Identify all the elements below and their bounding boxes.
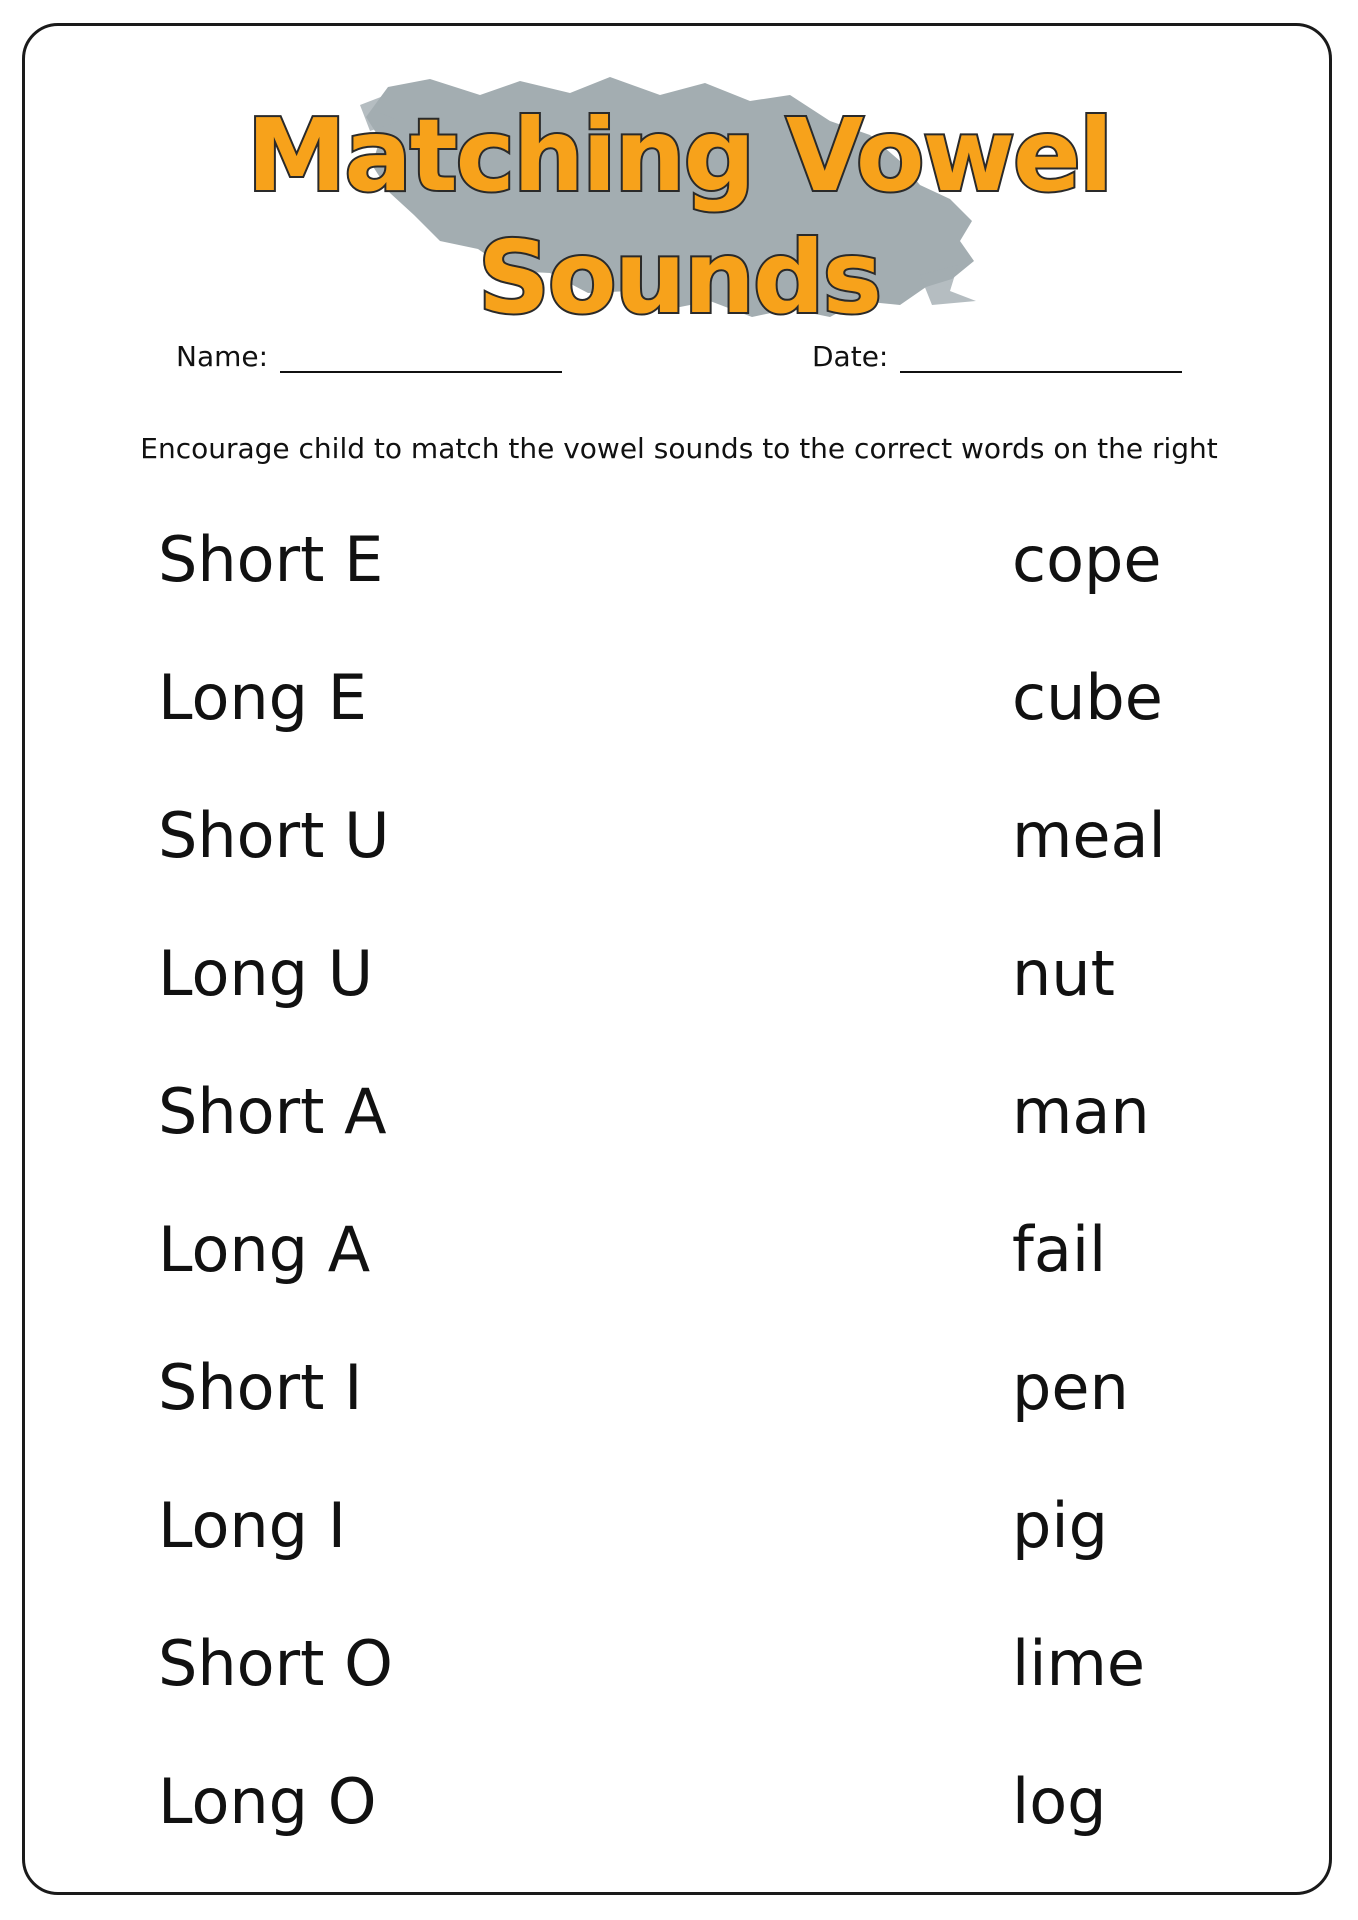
word-label: pen bbox=[1012, 1351, 1129, 1424]
vowel-sound-label: Long A bbox=[158, 1213, 371, 1286]
match-row bbox=[0, 1752, 1358, 1852]
date-label: Date: bbox=[812, 340, 889, 373]
title-line-1: Matching Vowel bbox=[246, 97, 1112, 214]
vowel-sound-label: Short A bbox=[158, 1075, 387, 1148]
word-label: nut bbox=[1012, 937, 1115, 1010]
match-row bbox=[0, 1200, 1358, 1300]
vowel-sound-label: Short E bbox=[158, 523, 384, 596]
match-row bbox=[0, 1338, 1358, 1438]
match-row bbox=[0, 648, 1358, 748]
vowel-sound-label: Long O bbox=[158, 1765, 377, 1838]
title-line-2: Sounds bbox=[477, 219, 881, 336]
match-row bbox=[0, 1476, 1358, 1576]
title-block bbox=[0, 40, 1358, 340]
vowel-sound-label: Short I bbox=[158, 1351, 363, 1424]
date-field bbox=[812, 340, 1182, 373]
vowel-sound-label: Long E bbox=[158, 661, 367, 734]
word-label: cope bbox=[1012, 523, 1162, 596]
word-label: lime bbox=[1012, 1627, 1145, 1700]
name-field bbox=[176, 340, 562, 373]
match-row bbox=[0, 1062, 1358, 1162]
vowel-sound-label: Long I bbox=[158, 1489, 347, 1562]
word-label: log bbox=[1012, 1765, 1107, 1838]
instruction-text: Encourage child to match the vowel sounds to the correct words on the right bbox=[140, 432, 1218, 465]
vowel-sound-label: Long U bbox=[158, 937, 374, 1010]
vowel-sound-label: Short U bbox=[158, 799, 390, 872]
match-row bbox=[0, 1614, 1358, 1714]
name-label: Name: bbox=[176, 340, 269, 373]
match-row bbox=[0, 786, 1358, 886]
name-blank-line[interactable] bbox=[280, 341, 562, 373]
date-blank-line[interactable] bbox=[900, 341, 1182, 373]
match-row bbox=[0, 510, 1358, 610]
word-label: cube bbox=[1012, 661, 1163, 734]
word-label: meal bbox=[1012, 799, 1166, 872]
match-row bbox=[0, 924, 1358, 1024]
vowel-sound-label: Short O bbox=[158, 1627, 393, 1700]
word-label: pig bbox=[1012, 1489, 1108, 1562]
word-label: man bbox=[1012, 1075, 1150, 1148]
word-label: fail bbox=[1012, 1213, 1107, 1286]
